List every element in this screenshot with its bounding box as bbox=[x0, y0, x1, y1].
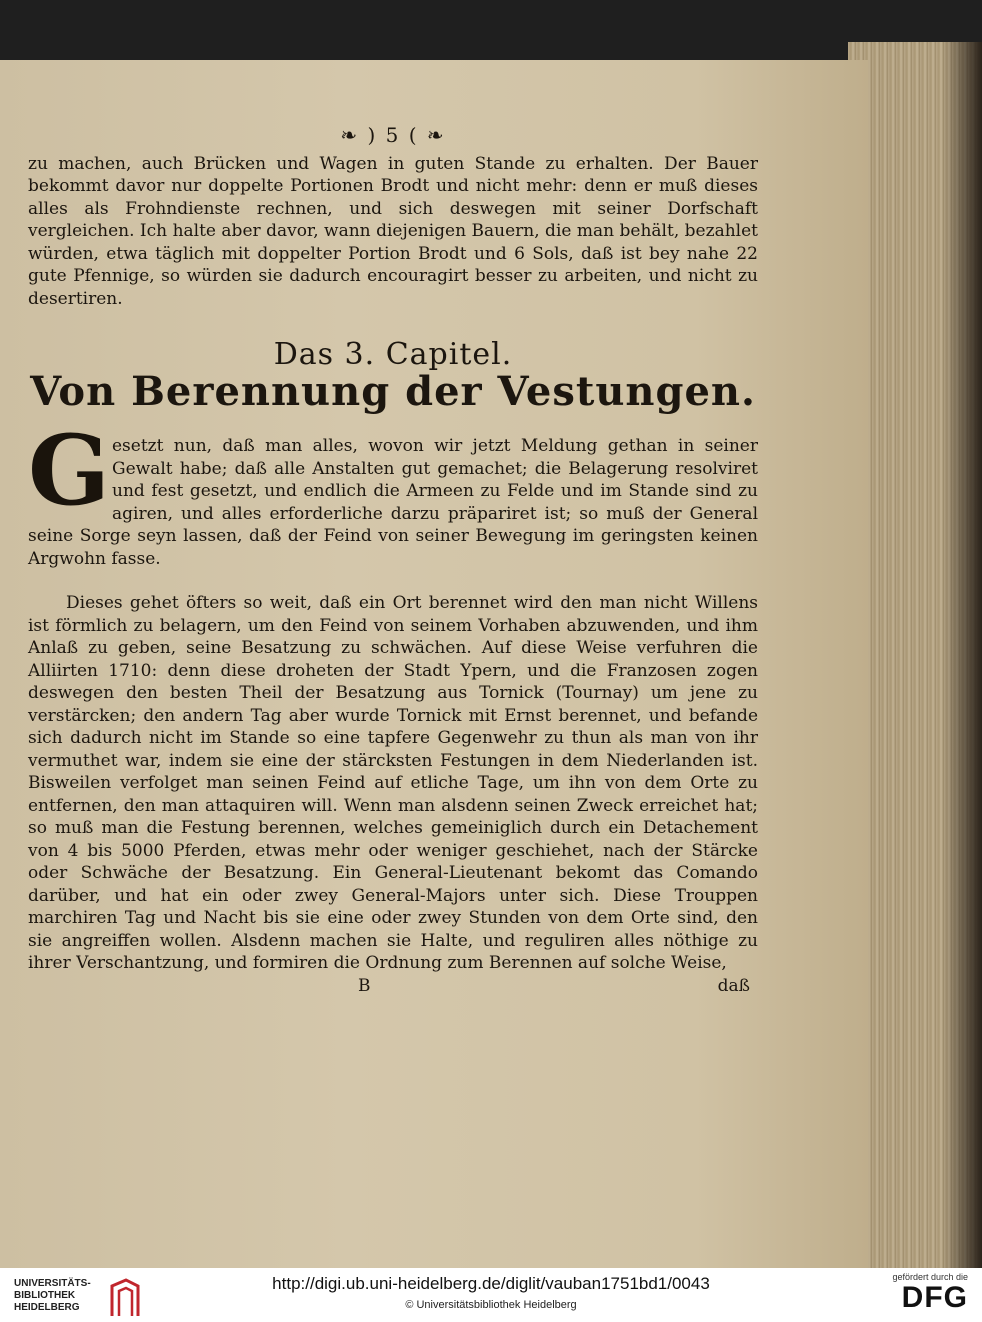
page-header: ❧ ) 5 ( ❧ bbox=[340, 123, 446, 147]
copyright-notice: © Universitätsbibliothek Heidelberg bbox=[405, 1299, 577, 1311]
book-page-edges bbox=[848, 42, 982, 1268]
signature-mark: B bbox=[358, 975, 371, 996]
dfg-logo: DFG bbox=[901, 1281, 968, 1314]
paragraph-2: esetzt nun, daß man alles, wovon wir jetzt Meldung gethan in seiner Gewalt habe; daß alle Anstalten gut gemachet; die Belagerung resolviret und fest gesetzt, und endlich die Armeen zu Felde und im Stande sind zu agiren, und alles erforderliche darzu präpariret ist; so muß der General seine Sorge seyn lassen, daß der Feind von seiner Bewegung im geringsten keinen Argwohn fasse. bbox=[28, 436, 758, 569]
signature-row bbox=[28, 975, 758, 997]
logo-line-3: HEIDELBERG bbox=[14, 1302, 80, 1313]
paragraph-2-container bbox=[28, 414, 758, 570]
chapter-title: Von Berennung der Vestungen. bbox=[30, 367, 756, 415]
logo-line-1: UNIVERSITÄTS- bbox=[14, 1278, 91, 1289]
dfg-logo-block[interactable] bbox=[868, 1272, 968, 1314]
footer-bar bbox=[0, 1268, 982, 1322]
paragraph-1: zu machen, auch Brücken und Wagen in guten Stande zu erhalten. Der Bauer bekommt davor nur doppelte Portionen Brodt und nicht mehr: denn er muß dieses alles als Frohndienste rechnen, und sich deswegen mit seiner Dorfschaft vergleichen. Ich halte aber davor, wann diejenigen Bauern, die man behält, bezahlet würden, etwa täglich mit doppelter Portion Brodt und 6 Sols, daß ist bey nahe 22 gute Pfennige, so würden sie dadurch encouragirt besser zu arbeiten, und nicht zu desertiren. bbox=[28, 153, 758, 309]
logo-line-2: BIBLIOTHEK bbox=[14, 1290, 76, 1301]
drop-cap: G bbox=[28, 414, 110, 527]
page-text-block bbox=[28, 124, 758, 997]
dfg-subtitle: gefördert durch die bbox=[892, 1272, 968, 1282]
chapter-number: Das 3. Capitel. bbox=[273, 337, 513, 372]
document-url-link[interactable]: http://digi.ub.uni-heidelberg.de/diglit/vauban1751bd1/0043 bbox=[272, 1274, 710, 1293]
paragraph-3: Dieses gehet öfters so weit, daß ein Ort berennet wird den man nicht Willens ist förmlich zu belagern, um den Feind von seinem Vorhaben abzuwenden, und ihm Anlaß zu geben, seine Besatzung zu schwächen. Auf diese Weise verfuhren die Alliirten 1710: denn diese droheten der Stadt Ypern, und die Franzosen zogen deswegen den besten Theil der Besatzung aus Tornick (Tournay) um jene zu verstärcken; den andern Tag aber wurde Tornick mit Ernst berennet, und befande sich dadurch nicht im Stande so eine tapfere Gegenwehr zu thun als man von ihr vermuthet war, indem sie eine der stärcksten Festungen in dem Niederlanden ist. Bisweilen verfolget man seinen Feind auf etliche Tage, um ihn von dem Orte zu entfernen, den man attaquiren will. Wenn man alsdenn seinen Zweck erreichet hat; so muß man die Festung berennen, welches gemeiniglich durch ein Detachement von 4 bis 5000 Pferden, etwas mehr oder weniger geschiehet, nach der Stärcke oder Schwäche der Besatzung. Ein General-Lieutenant bekomt das Comando darüber, und hat ein oder zwey General-Majors unter sich. Diese Trouppen marchiren Tag und Nacht bis sie eine oder zwey Stunden von dem Orte sind, den sie angreiffen wollen. Alsdenn machen sie Halte, und reguliren alles nöthige zu ihrer Verschantzung, und formiren die Ordnung zum Berennen auf solche Weise, bbox=[28, 593, 758, 973]
catchword: daß bbox=[717, 975, 750, 996]
book-page bbox=[0, 60, 868, 1268]
